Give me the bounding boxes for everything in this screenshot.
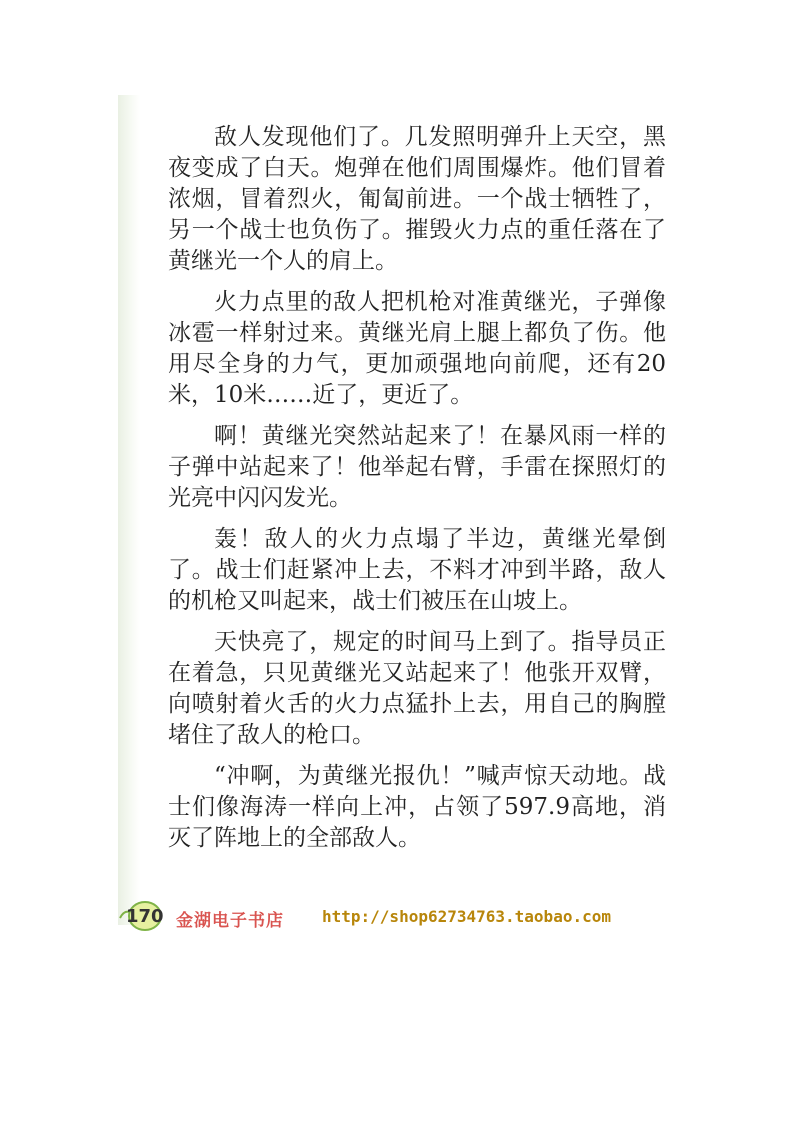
page-binding-shade	[118, 95, 140, 925]
page-number: 170	[126, 906, 164, 927]
page-footer	[118, 896, 678, 940]
paragraph-6: “冲啊，为黄继光报仇！”喊声惊天动地。战士们像海涛一样向上冲，占领了597.9高地，消灭了阵地上的全部敌人。	[168, 763, 666, 851]
paragraph-3: 啊！黄继光突然站起来了！在暴风雨一样的子弹中站起来了！他举起右臂，手雷在探照灯的光亮中闪闪发光。	[168, 423, 666, 511]
paragraph-4: 轰！敌人的火力点塌了半边，黄继光晕倒了。战士们赶紧冲上去，不料才冲到半路，敌人的机枪又叫起来，战士们被压在山坡上。	[168, 526, 666, 614]
store-name: 金湖电子书店	[176, 911, 284, 931]
paragraph-5: 天快亮了，规定的时间马上到了。指导员正在着急，只见黄继光又站起来了！他张开双臂，向喷射着火舌的火力点猛扑上去，用自己的胸膛堵住了敌人的枪口。	[168, 629, 666, 748]
story-text	[168, 122, 666, 864]
paragraph-2: 火力点里的敌人把机枪对准黄继光，子弹像冰雹一样射过来。黄继光肩上腿上都负了伤。他用尽全身的力气，更加顽强地向前爬，还有20米，10米……近了，更近了。	[168, 289, 666, 408]
page-number-badge	[118, 900, 162, 932]
paragraph-1: 敌人发现他们了。几发照明弹升上天空，黑夜变成了白天。炮弹在他们周围爆炸。他们冒着浓烟，冒着烈火，匍匐前进。一个战士牺牲了，另一个战士也负伤了。摧毁火力点的重任落在了黄继光一个人的肩上。	[168, 124, 666, 274]
store-url-link[interactable]: http://shop62734763.taobao.com	[322, 907, 611, 926]
